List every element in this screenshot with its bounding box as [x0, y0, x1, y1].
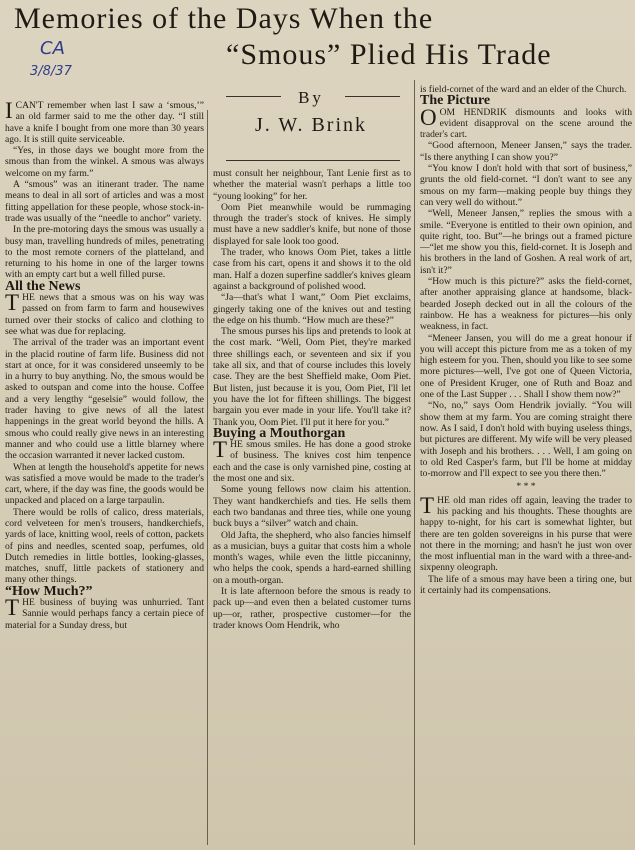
paragraph: Oom Piet meanwhile would be rummaging through the trader's stock of knives. He simply must have a new saddler's knife, but none of those displayed for sale look too good.	[213, 201, 411, 247]
handwritten-initials: CA	[40, 38, 65, 59]
article-column-2	[213, 168, 411, 848]
drop-cap: T	[420, 492, 435, 518]
paragraph: “Yes, in those days we bought more from the smous than from the winkel. A smous was always welcome on my farm.”	[5, 145, 204, 179]
paragraph: is field-cornet of the ward and an elder of the Church.	[420, 84, 627, 95]
drop-cap: T	[213, 437, 228, 463]
paragraph: In the pre-motoring days the smous was usually a busy man, travelling hundreds of miles, penetrating to the most remote corners of the platteland, and returning to his home in one of the larger towns with an empty cart but a well filled purse.	[5, 224, 204, 281]
paragraph: There would be rolls of calico, dress materials, cord velveteen for men's trousers, handkerchiefs, yards of lace, knitting wool, reels of cotton, packets of pins and needles, scented soap, perfumes, old Dutch remedies in little bottles, looking-glasses, matches, snuff, little packets of stationery and many other things.	[5, 506, 204, 586]
paragraph: “Meneer Jansen, you will do me a great honour if you will accept this picture from me as a token of my high esteem for you. Then, should you like to see some more pictures—well, I've got one of Queen Victoria, one of President Kruger, one of Ruth and Boaz and one of the Last Supper . . . Shall I show them now?”	[420, 332, 632, 401]
paragraph: must consult her neighbour, Tant Lenie first as to whether the material wasn't perhaps a little too “young looking” for her.	[213, 168, 411, 202]
paragraph: “You know I don't hold with that sort of business,” grunts the old field-cornet. “I don't want to see any smous on my farm—making people buy things they can very well do without.”	[420, 163, 632, 208]
paragraph	[420, 492, 632, 574]
paragraph: Some young fellows now claim his attention. They want handkerchiefs and ties. He sells them each two bandanas and three ties, while one young buck buys a “silver” watch and chain.	[213, 484, 411, 530]
subheading-buying-a-mouthorgan: Buying a Mouthorgan	[213, 425, 346, 441]
paragraph: Old Jafta, the shepherd, who also fancies himself as a musician, buys a guitar that costs him a whole month's wages, while even the little piccaninny, who helps the cook, spends a hard-earned shilling on a mouth-organ.	[213, 529, 411, 586]
paragraph	[213, 439, 411, 484]
subheading-the-picture: The Picture	[420, 93, 491, 109]
paragraph-text: OM HENDRIK dismounts and looks with evident disapproval on the scene around the trader's cart.	[420, 106, 632, 141]
paragraph-text: HE business of buying was unhurried. Tant Sannie would perhaps fancy a certain piece of material for a Sunday dress, but	[5, 597, 204, 631]
paragraph	[5, 597, 204, 631]
handwritten-date: 3/8/37	[30, 64, 72, 79]
byline	[216, 88, 406, 137]
column-divider-1	[207, 110, 208, 845]
drop-cap: O	[420, 104, 437, 130]
paragraph: “Good afternoon, Meneer Jansen,” says the trader. “Is there anything I can show you?”	[420, 140, 632, 163]
paragraph-text: HE old man rides off again, leaving the trader to his packing and his thoughts. These thoughts are happy to-night, for his cart is somewhat lighter, but there are ten golden sovereigns in his purse that were not there in the morning; and hasn't he just won over the most influential man in the ward with a three-and-sixpenny oleograph.	[420, 494, 632, 574]
paragraph-text: HE news that a smous was on his way was passed on from farm to farm and housewives turned over their stocks of calico and clothing to see what was due for replacing.	[5, 292, 204, 337]
paragraph: The arrival of the trader was an important event in the placid routine of farm life. Business did not start at once, for it was considered unseemly to be in a hurry to buy anything. No, the smous would be asked to outspan and come into the house. Coffee and a very lengthy “geselsie” would follow, the trader having to give news of all the latest happenings in the great world beyond the hills. A smous who could really give news in an interesting manner and who could use a little blarney where the occasion warranted it never lacked custom.	[5, 337, 204, 462]
byline-rule-bottom	[226, 160, 400, 161]
paragraph-text: CAN'T remember when last I saw a ‘smous,’” an old farmer said to me the other day. “I still have a knife I bought from one more than 30 years ago. It is still quite serviceable.	[5, 100, 204, 145]
headline-line-1: Memories of the Days When the	[14, 2, 434, 35]
paragraph-text: HE smous smiles. He has done a good stroke of business. The knives cost him tenpence each and the case is only varnished pine, costing at the most one and six.	[213, 439, 411, 485]
paragraph: “Ja—that's what I want,” Oom Piet exclaims, gingerly taking one of the knives out and testing the edge on his thumb. “How much are these?”	[213, 292, 411, 326]
subheading-how-much: “How Much?”	[5, 583, 93, 599]
paragraph	[5, 100, 204, 145]
drop-cap: T	[5, 290, 20, 316]
article-column-1	[5, 100, 204, 848]
column-divider-2	[414, 80, 415, 845]
paragraph	[5, 292, 204, 337]
paragraph: “How much is this picture?” asks the field-cornet, after another appraising glance at handsome, black-bearded Joseph decked out in all the colours of the rainbow. He has a weakness for pictures—his only weakness, in fact.	[420, 276, 632, 333]
drop-cap: I	[5, 100, 13, 123]
byline-author: J. W. Brink	[254, 114, 368, 136]
paragraph: The smous purses his lips and pretends to look at the cost mark. “Well, Oom Piet, they're marked three shillings each, or seventeen and six if you take all six, and that of course includes this lovely case. They are the best Sheffield make, Oom Piet. But listen, just because it is you, Oom Piet, I'll let you have the lot for fifteen shillings. The biggest bargain you ever made in your life. You'll take it? Thank you, Oom Piet. I'll put it here for you.”	[213, 326, 411, 428]
article-column-3	[420, 84, 632, 848]
drop-cap: T	[5, 595, 20, 621]
subheading-all-the-news: All the News	[5, 278, 81, 294]
paragraph: “Well, Meneer Jansen,” replies the smous with a smile. “Everyone is entitled to their own opinion, and quite right, too. But”—he brings out a framed picture—“let me show you this, field-cornet. It is Joseph and his brothers in the land of Goshen. A real work of art, isn't it?”	[420, 208, 632, 276]
section-break-stars: * * *	[516, 481, 536, 493]
headline-line-2: “Smous” Plied His Trade	[226, 38, 552, 71]
paragraph: It is late afternoon before the smous is ready to pack up—and even then a belated customer turns up—or, rather, prospective customer—for the trader knows Oom Hendrik, who	[213, 585, 411, 631]
paragraph: The trader, who knows Oom Piet, takes a little case from his cart, opens it and shows it to the old man. Half a dozen superfine saddler's knives gleam against a background of polished wood.	[213, 247, 411, 292]
paragraph: A “smous” was an itinerant trader. The name means to deal in all sort of articles and was a most fitting appellation for these people, whose stock-in-trade was usually of the “needle to anchor” variety.	[5, 179, 204, 224]
paragraph: When at length the household's appetite for news was satisfied a move would be made to the trader's cart, where, if the day was fine, the goods would be unpacked and placed on a large tarpaulin.	[5, 461, 204, 507]
paragraph	[420, 104, 632, 141]
byline-by: By	[298, 88, 324, 107]
paragraph: The life of a smous may have been a tiring one, but it certainly had its compensations.	[420, 573, 632, 597]
paragraph: “No, no,” says Oom Hendrik jovially. “You will show them at my farm. You are coming straight there now. As I said, I don't hold with buying useless things, but pictures are different. My wife will be very pleased with Joseph and his brothers. . . . Well, I am going on to old Red Casper's farm, but I'll be home at midday to-morrow and I'll expect to see you there then.”	[420, 400, 632, 480]
